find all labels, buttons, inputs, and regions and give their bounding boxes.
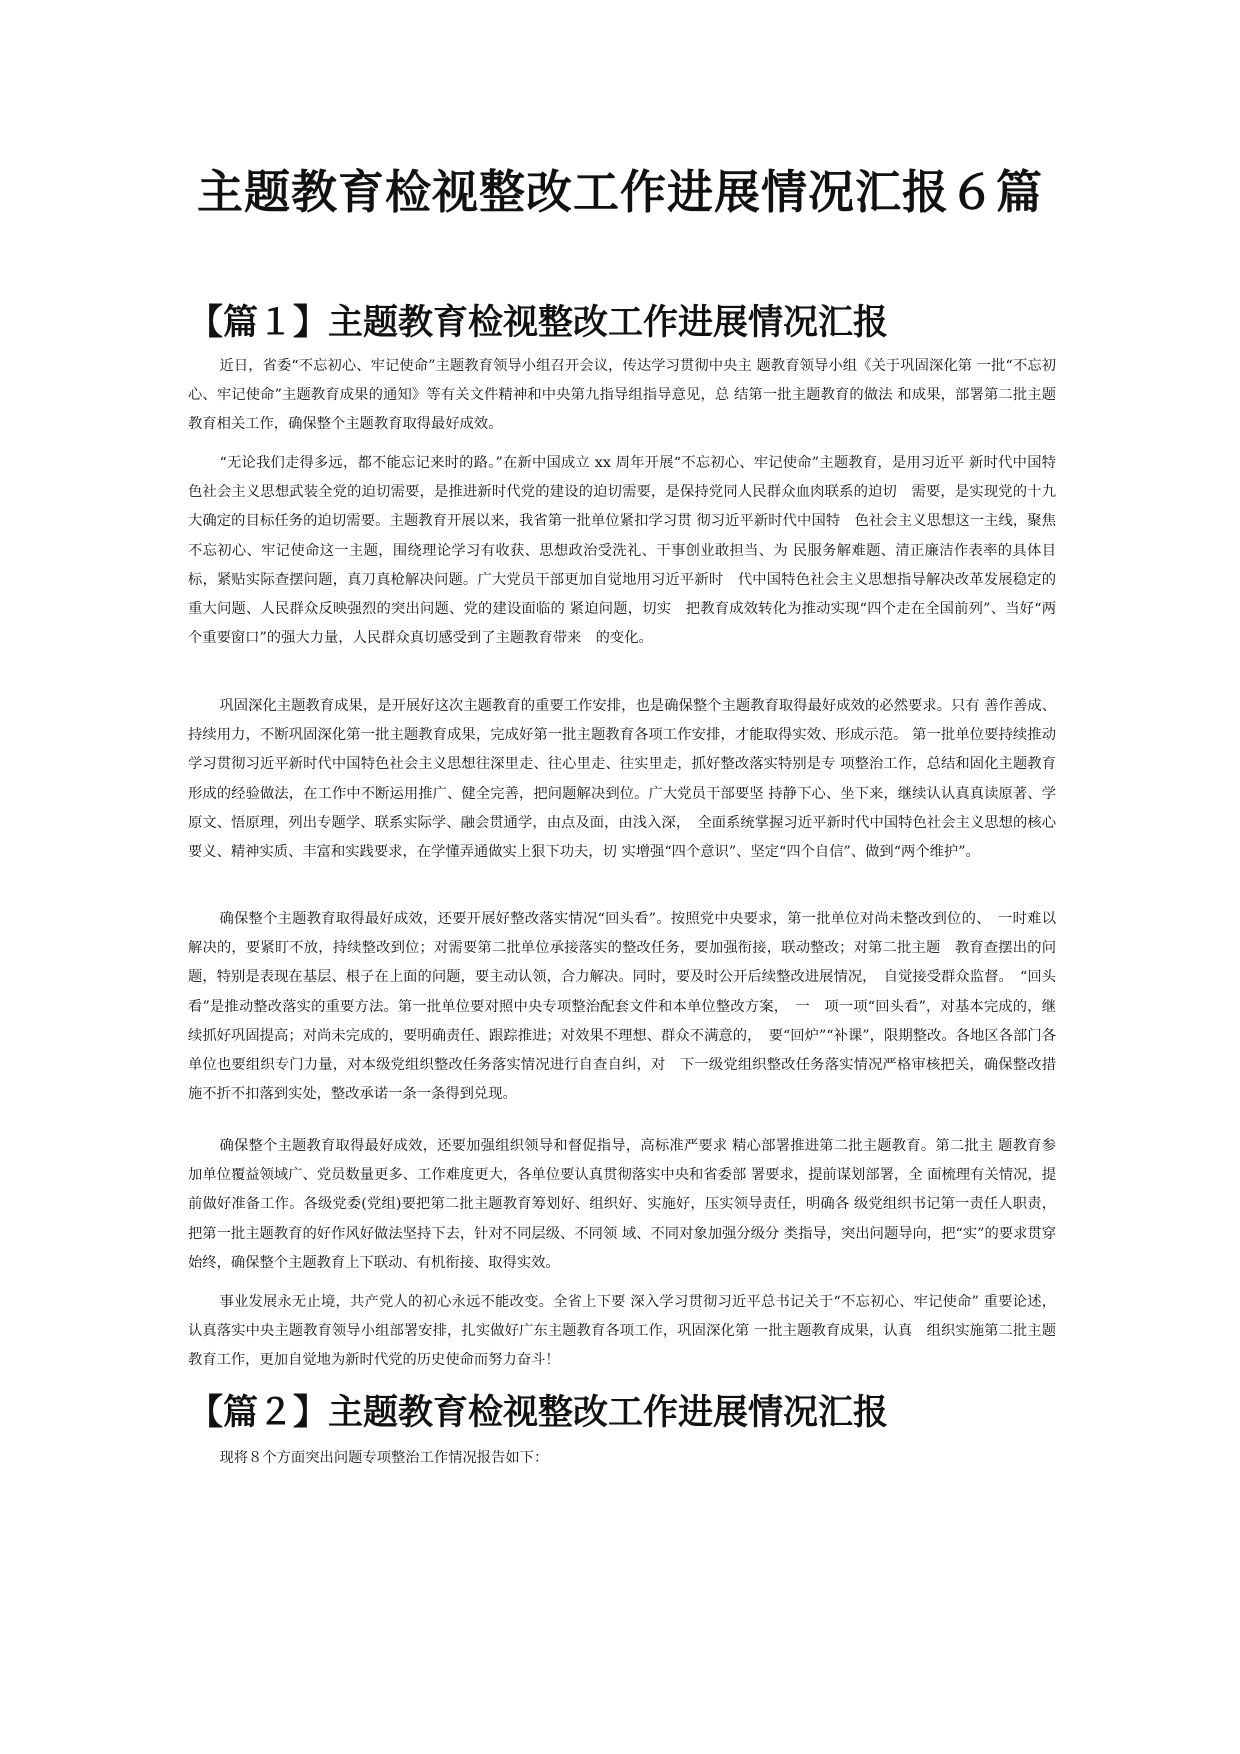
section-1-paragraph: 事业发展永无止境，共产党人的初心永远不能改变。全省上下要 深入学习贯彻习近平总书记关于“不忘初心、牢记使命” 重要论述，认真落实中央主题教育领导小组部署安排，扎实做好广东主题教育各项工作，巩固深化第 一批主题教育成果，认真 组织实施第二批主题教育工作，更加自觉地为新时代党的历史使命而努力奋斗！ <box>188 1294 1056 1369</box>
section-1-paragraph: 确保整个主题教育取得最好成效，还要开展好整改落实情况“回头看”。按照党中央要求，第一批单位对尚未整改到位的、 一时难以解决的，要紧盯不放，持续整改到位；对需要第二批单位承接落实的整改任务，要加强衔接，联动整改；对第二批主题 教育查摆出的问题，特别是表现在基层、根子在上面的问题，要主动认领，合力解决。同时，要及时公开后续整改进展情况， 自觉接受群众监督。 “回头看”是推动整改落实的重要方法。第一批单位要对照中央专项整治配套文件和本单位整改方案， 一 项一项“回头看”，对基本完成的，继续抓好巩固提高；对尚未完成的，要明确责任、跟踪推进；对效果不理想、群众不满意的， 要“回炉”“补课”，限期整改。各地区各部门各单位也要组织专门力量，对本级党组织整改任务落实情况进行自查自纠，对 下一级党组织整改任务落实情况严格审核把关，确保整改措施不折不扣落到实处，整改承诺一条一条得到兑现。 <box>188 911 1056 1103</box>
section-1-paragraph: 巩固深化主题教育成果，是开展好这次主题教育的重要工作安排，也是确保整个主题教育取得最好成效的必然要求。只有 善作善成、持续用力，不断巩固深化第一批主题教育成果，完成好第一批主题教育各项工作安排，才能取得实效、形成示范。 第一批单位要持续推动学习贯彻习近平新时代中国特色社会主义思想往深里走、往心里走、往实里走，抓好整改落实特别是专 项整治工作，总结和固化主题教育形成的经验做法，在工作中不断运用推广、健全完善，把问题解决到位。广大党员干部要坚 持静下心、坐下来，继续认认真真读原著、学原文、悟原理，列出专题学、联系实际学、融会贯通学，由点及面，由浅入深， 全面系统掌握习近平新时代中国特色社会主义思想的核心要义、精神实质、丰富和实践要求，在学懂弄通做实上狠下功夫，切 实增强“四个意识”、坚定“四个自信”、做到“两个维护”。 <box>188 698 1056 861</box>
document-title: 主题教育检视整改工作进展情况汇报６篇 <box>197 165 1043 219</box>
section-1-paragraph: “无论我们走得多远，都不能忘记来时的路。”在新中国成立 xx 周年开展“不忘初心、牢记使命”主题教育，是用习近平 新时代中国特色社会主义思想武装全党的迫切需要，是推进新时代党的建设的迫切需要，是保持党同人民群众血肉联系的迫切 需要，是实现党的十九大确定的目标任务的迫切需要。主题教育开展以来，我省第一批单位紧扣学习贯 彻习近平新时代中国特 色社会主义思想这一主线，聚焦不忘初心、牢记使命这一主题，围绕理论学习有收获、思想政治受洗礼、干事创业敢担当、为 民服务解难题、清正廉洁作表率的具体目标，紧贴实际查摆问题，真刀真枪解决问题。广大党员干部更加自觉地用习近平新时 代中国特色社会主义思想指导解决改革发展稳定的重大问题、人民群众反映强烈的突出问题、党的建设面临的 紧迫问题，切实 把教育成效转化为推动实现“四个走在全国前列”、当好“两个重要窗口”的强大力量，人民群众真切感受到了主题教育带来 的变化。 <box>188 455 1056 647</box>
section-2-paragraph: 现将８个方面突出问题专项整治工作情况报告如下： <box>219 1450 549 1466</box>
section-1-heading: 【篇１】主题教育检视整改工作进展情况汇报 <box>188 302 889 343</box>
section-1-paragraph: 确保整个主题教育取得最好成效，还要加强组织领导和督促指导，高标准严要求 精心部署推进第二批主题教育。第二批主 题教育参加单位覆益领域广、党员数量更多、工作难度更大，各单位要认真贯彻落实中央和省委部 署要求，提前谋划部署，全 面梳理有关情况，提前做好准备工作。各级党委(党组)要把第二批主题教育筹划好、组织好、实施好，压实领导责任，明确各 级党组织书记第一责任人职责，把第一批主题教育的好作风好做法坚持下去，针对不同层级、不同领 域、不同对象加强分级分 类指导，突出问题导向，把“实”的要求贯穿始终，确保整个主题教育上下联动、有机衔接、取得实效。 <box>188 1138 1056 1271</box>
section-1-paragraph: 近日，省委“不忘初心、牢记使命”主题教育领导小组召开会议，传达学习贯彻中央主 题教育领导小组《关于巩固深化第 一批“不忘初心、牢记使命”主题教育成果的通知》等有关文件精神和中央第九指导组指导意见，总 结第一批主题教育的做法 和成果，部署第二批主题教育相关工作，确保整个主题教育取得最好成效。 <box>188 358 1056 433</box>
section-2-heading: 【篇２】主题教育检视整改工作进展情况汇报 <box>188 1392 889 1433</box>
